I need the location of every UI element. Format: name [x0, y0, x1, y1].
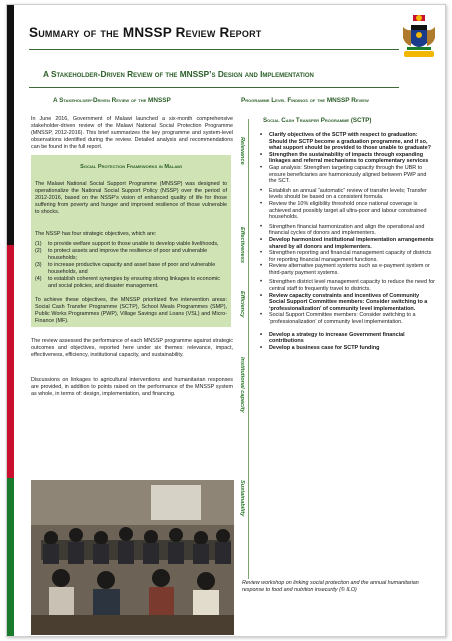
left-heading: A Stakeholder-Driven Review of the MNSSP: [53, 97, 171, 104]
flag-stripe: [7, 5, 14, 636]
list-item: • Gap analysis: Strengthen targeting capacity through the UBR to ensure beneficiaries are harmoniously aligned between PWP and the SCT.: [260, 164, 427, 185]
photo-caption: Review workshop on linking social protection and the annual humanitarian response to food and nutrition insecurity (© ILO): [242, 580, 419, 593]
list-item: (1) to provide welfare support to those unable to develop viable livelihoods,: [35, 241, 219, 247]
list-item: • Develop a strategy to increase Government financial contributions: [260, 331, 405, 345]
box-paragraph: To achieve these objectives, the MNSSP prioritized five intervention areas: Social Cash Transfer Programme (SCTP), School Meals Programmes (SMP), Public Works Programmes (PWP), Village Savings and Loans (VSL) and Micro-Finance (MF).: [35, 297, 227, 324]
objectives-list: [35, 241, 227, 290]
list-item: (4) to establish coherent synergies by ensuring strong linkages to economic and social policies, and disaster management.: [35, 276, 220, 289]
divider: [29, 49, 399, 50]
box-paragraph: The Malawi National Social Support Programme (MNSSP) was designed to operationalize the National Social Support Policy (NSSP) over the period of 2012-2016, based on the NSSP’s vision of enhanced quality of life for those suffering from poverty and hunger and improved resilience of those vulnerable to shocks.: [35, 181, 227, 215]
list-item: • Review capacity constraints and incentives of Community Social Support Committee members: Consider switching to a ‘professionalization’ of community level implementation.: [260, 292, 428, 312]
list-item: • Clarify objectives of the SCTP with respect to graduation: Should the SCTP become a graduation programme, and if so, what support should be provided to those unable to graduate?: [260, 132, 431, 152]
findings-list: [259, 132, 435, 351]
list-item: • Strengthen financial harmonization and align the operational and financial cycles of donors and implementers.: [260, 223, 425, 237]
dimension-divider: [248, 119, 249, 579]
list-item: • Strengthen district level management capacity to reduce the need for central staff to frequently travel to districts.: [260, 279, 435, 293]
sctp-subheading: Social Cash Transfer Programme (SCTP): [263, 117, 372, 124]
page-subtitle: A Stakeholder-Driven Review of the MNSSP’s Design and Implementation: [43, 69, 314, 79]
list-item: • Review the 10% eligibility threshold once national coverage is achieved and possibly target all ultra-poor and labour constrained households.: [260, 200, 427, 221]
divider: [29, 87, 399, 88]
list-item: • Strengthen reporting and financial management capacity of districts for reporting financial management functions.: [260, 250, 432, 263]
list-item: • Develop a business case for SCTP funding: [260, 344, 380, 351]
box-paragraph: The NSSP has four strategic objectives, which are:: [35, 231, 157, 237]
box-title: Social Protection Frameworks in Malawi: [80, 164, 182, 170]
page-title: Summary of the MNSSP Review Report: [29, 25, 262, 40]
list-item: • Review alternative payment systems such as e-payment system or third-party payment systems.: [260, 263, 430, 276]
list-item: • Social Support Committee members: Consider switching to a ‘professionalization’ of community level implementation.: [260, 312, 416, 326]
intro-paragraph: In June 2016, Government of Malawi launched a six-month comprehensive stakeholder-driven review of the Malawi National Social Protection Programme (MNSSP, 2012-2016). This brief summarizes the key programme and system-level observations identified during the review. Detailed analysis and recommendations can be found in the full report.: [31, 116, 233, 150]
review-paragraph: The review assessed the performance of each MNSSP programme against strategic outcomes and objectives, reported here under six themes: relevance, impact, effectiveness, efficiency, institutional capacity, and sustainability.: [31, 338, 233, 358]
right-heading: Programme Level Findings of the MNSSP Review: [241, 97, 369, 104]
list-item: (3) to increase productive capacity and asset base of poor and vulnerable households, and: [35, 262, 216, 275]
discussion-paragraph: Discussions on linkages to agricultural interventions and humanitarian responses are provided, in addition to points raised on the performance of the MNSSP system as whole, in terms of: design, implementation, and financing.: [31, 377, 233, 397]
brief-page: Summary of the MNSSP Review Report A Stakeholder-Driven Review of the MNSSP’s Design and Implementation A Stakeholder-Driven Review of the MNSSP In June 2016, Government of Malawi launched a six-month comprehensive stakeholder-driven review of the Malawi National Social Protection Programme (MNSSP, 2012-2016). This brief summarizes the key programme and system-level observations identified during the review. Detailed analysis and recommendations can be found in the full report. Social Protection Frameworks in Malawi The Malawi National Social Support Programme (MNSSP) was designed to operationalize the National Social Support Policy (NSSP) over the period of 2012-2016, based on the NSSP’s vision of enhanced quality of life for those suffering from poverty and hunger and improved resilience of those vulnerable to shocks. The NSSP has four strategic objectives, which are: (1) to provide welfare support to those unable to develop viable livelihoods, (2) to protect assets and improve the resilience of poor and vulnerable households; (3) to increase productive capacity and asset base of poor and vulnerable households, and (4) to establish coherent synergies by ensuring strong linkages to economic and social policies, and disaster management. To achieve these objectives, the MNSSP prioritized five intervention areas: Social Cash Transfer Programme (SCTP), School Meals Programmes (SMP), Public Works Programmes (PWP), Village Savings and Loans (VSL) and Micro-Finance (MF). The review assessed the performance of each MNSSP programme against strategic outcomes and objectives, reported here under six themes: relevance, impact, effectiveness, efficiency, institutional capacity, and sustainability. Discussions on linkages to agricultural interventions and humanitarian responses are provided, in addition to points raised on the performance of the MNSSP system as whole, in terms of: design, implementation, and financing. Programme Level Findings of the MNSSP Review Social Cash Transfer Programme (SCTP) Relevance Effectiveness Efficiency Institutional capacity Sustainability • Clarify objectives of the SCTP with respect to graduation: Should the SCTP become a graduation programme, and if so, what support should be provided to those unable to graduate? • Strengthen the sustainability of impacts through expanding linkages and referral mechanisms to complementary services • Gap analysis: Strengthen targeting capacity through the UBR to ensure beneficiaries are harmoniously aligned between PWP and the SCT. • Establish an annual “automatic” review of transfer levels; Transfer levels should be based on a consistent formula. • Review the 10% eligibility threshold once national coverage is achieved and possibly target all ultra-poor and labour constrained households. • Strengthen financial harmonization and align the operational and financial cycles of donors and implementers. • Develop harmonized institutional implementation arrangements shared by all donors and implementers. • Strengthen reporting and financial management capacity of districts for reporting financial management functions. • Review alternative payment systems such as e-payment system or third-party payment systems. • Strengthen district level management capacity to reduce the need for central staff to frequently travel to districts. • Review capacity constraints and incentives of Community Social Support Committee members: Consider switching to a ‘professionalization’ of community level implementation. • Social Support Committee members: Consider switching to a ‘professionalization’ of community level implementation. • Develop a strategy to increase Government financial contributions • Develop a business case for SCTP funding Review workshop on linking social protection and the annual humanitarian response to food and nutrition insecurity (© ILO): [6, 4, 446, 637]
workshop-photo: [31, 480, 234, 635]
list-item: (2) to protect assets and improve the resilience of poor and vulnerable households;: [35, 248, 208, 261]
malawi-coat-of-arms-icon: [399, 13, 439, 63]
list-item: • Develop harmonized institutional implementation arrangements shared by all donors and implementers.: [260, 236, 434, 250]
list-item: • Establish an annual “automatic” review of transfer levels; Transfer levels should be based on a consistent formula.: [260, 187, 427, 201]
frameworks-box: [31, 155, 231, 327]
list-item: • Strengthen the sustainability of impacts through expanding linkages and referral mechanisms to complementary services: [260, 151, 429, 165]
